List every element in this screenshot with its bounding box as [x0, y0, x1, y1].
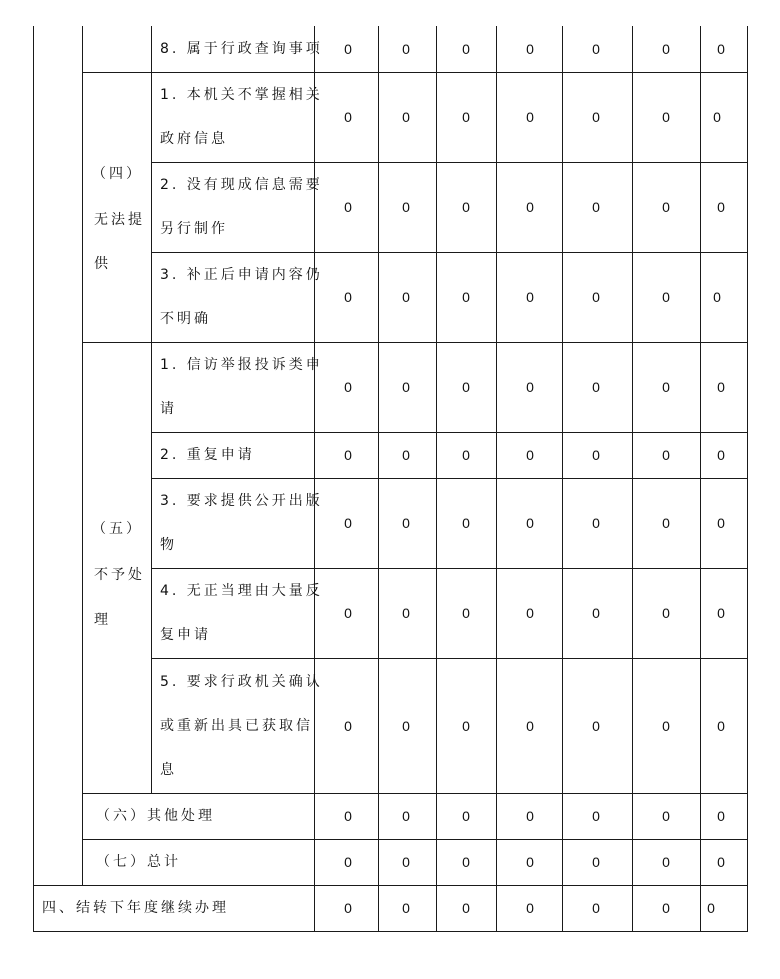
row-label: 不明确 [160, 311, 211, 327]
row-line [151, 432, 748, 433]
row-label: （六）其他处理 [96, 808, 215, 824]
cell-value: 0 [526, 808, 534, 824]
cell-value: 0 [662, 447, 670, 463]
row-label: 另行制作 [160, 221, 228, 237]
cell-value: 0 [717, 515, 725, 531]
cell-value: 0 [592, 854, 600, 870]
row-line [82, 839, 748, 840]
cell-value: 0 [592, 379, 600, 395]
row-line [33, 885, 748, 886]
cell-value: 0 [526, 379, 534, 395]
cell-value: 0 [717, 854, 725, 870]
row-label: 1. 信访举报投诉类申 [160, 357, 323, 373]
row-line [151, 658, 748, 659]
cell-value: 0 [526, 109, 534, 125]
row-label: 2. 没有现成信息需要 [160, 177, 323, 193]
cell-value: 0 [717, 199, 725, 215]
cell-value: 0 [717, 447, 725, 463]
cell-value: 0 [592, 515, 600, 531]
cell-value: 0 [462, 808, 470, 824]
row-label: 3. 要求提供公开出版 [160, 493, 323, 509]
cell-value: 0 [462, 717, 470, 734]
cell-value: 0 [592, 109, 600, 125]
cell-value: 0 [713, 289, 721, 305]
cell-value: 0 [717, 808, 725, 824]
group-label-line: （四） [92, 166, 143, 182]
row-label: 5. 要求行政机关确认 [160, 673, 323, 690]
row-label: 物 [160, 537, 177, 553]
cell-value: 0 [662, 605, 670, 621]
cell-value: 0 [344, 605, 352, 621]
row-label: 复申请 [160, 627, 211, 643]
cell-value: 0 [592, 199, 600, 215]
cell-value: 0 [526, 199, 534, 215]
cell-value: 0 [526, 605, 534, 621]
cell-value: 0 [402, 199, 410, 215]
row-label: 政府信息 [160, 131, 228, 147]
cell-value: 0 [662, 41, 670, 57]
cell-value: 0 [592, 808, 600, 824]
row-label: 或重新出具已获取信 [160, 717, 313, 734]
cell-value: 0 [462, 605, 470, 621]
cell-value: 0 [526, 854, 534, 870]
cell-value: 0 [662, 854, 670, 870]
cell-value: 0 [462, 41, 470, 57]
row-label: 息 [160, 761, 177, 778]
border-left [33, 26, 34, 931]
cell-value: 0 [402, 109, 410, 125]
cell-value: 0 [344, 808, 352, 824]
cell-value: 0 [344, 717, 352, 734]
cell-value: 0 [344, 515, 352, 531]
item-column-line [151, 26, 152, 793]
cell-value: 0 [344, 41, 352, 57]
row-label: 8. 属于行政查询事项 [160, 41, 323, 57]
cell-value: 0 [462, 199, 470, 215]
cell-value: 0 [717, 41, 725, 57]
cell-value: 0 [662, 199, 670, 215]
cell-value: 0 [344, 109, 352, 125]
cell-value: 0 [717, 605, 725, 621]
cell-value: 0 [462, 379, 470, 395]
row-label: 1. 本机关不掌握相关 [160, 87, 323, 103]
cell-value: 0 [462, 289, 470, 305]
cell-value: 0 [717, 379, 725, 395]
cell-value: 0 [344, 900, 352, 916]
cell-value: 0 [526, 447, 534, 463]
cell-value: 0 [344, 447, 352, 463]
group-label-line: 供 [94, 256, 111, 272]
cell-value: 0 [462, 447, 470, 463]
row-label: 3. 补正后申请内容仍 [160, 267, 323, 283]
cell-value: 0 [662, 515, 670, 531]
group-label-line: 不予处 [94, 567, 145, 583]
cell-value: 0 [717, 717, 725, 734]
cell-value: 0 [344, 854, 352, 870]
cell-value: 0 [402, 605, 410, 621]
row-line [151, 568, 748, 569]
cell-value: 0 [402, 900, 410, 916]
group-label-line: 无法提 [94, 212, 145, 228]
row-line [151, 252, 748, 253]
cell-value: 0 [402, 379, 410, 395]
cell-value: 0 [707, 900, 715, 916]
cell-value: 0 [462, 854, 470, 870]
cell-value: 0 [402, 289, 410, 305]
cell-value: 0 [592, 717, 600, 734]
cell-value: 0 [462, 900, 470, 916]
row-line [151, 162, 748, 163]
cell-value: 0 [662, 379, 670, 395]
row-line [82, 342, 748, 343]
cell-value: 0 [592, 447, 600, 463]
row-line [151, 478, 748, 479]
cell-value: 0 [662, 900, 670, 916]
group-column-line [82, 26, 83, 885]
row-label: （七）总计 [96, 854, 181, 870]
cell-value: 0 [344, 379, 352, 395]
group-label-line: （五） [92, 521, 143, 537]
row-line [82, 72, 748, 73]
cell-value: 0 [462, 515, 470, 531]
row-label: 2. 重复申请 [160, 447, 255, 463]
cell-value: 0 [402, 854, 410, 870]
cell-value: 0 [526, 289, 534, 305]
cell-value: 0 [662, 109, 670, 125]
cell-value: 0 [526, 41, 534, 57]
cell-value: 0 [526, 717, 534, 734]
cell-value: 0 [662, 717, 670, 734]
cell-value: 0 [592, 289, 600, 305]
group-label-line: 理 [94, 612, 111, 628]
cell-value: 0 [662, 808, 670, 824]
row-label: 4. 无正当理由大量反 [160, 583, 323, 599]
cell-value: 0 [526, 900, 534, 916]
cell-value: 0 [402, 808, 410, 824]
cell-value: 0 [402, 717, 410, 734]
row-label: 请 [160, 401, 177, 417]
row-line [82, 793, 748, 794]
cell-value: 0 [402, 41, 410, 57]
cell-value: 0 [662, 289, 670, 305]
cell-value: 0 [344, 289, 352, 305]
cell-value: 0 [592, 605, 600, 621]
cell-value: 0 [592, 41, 600, 57]
cell-value: 0 [402, 447, 410, 463]
row-label: 四、结转下年度继续办理 [42, 900, 229, 916]
cell-value: 0 [402, 515, 410, 531]
cell-value: 0 [344, 199, 352, 215]
cell-value: 0 [462, 109, 470, 125]
cell-value: 0 [526, 515, 534, 531]
cell-value: 0 [713, 109, 721, 125]
cell-value: 0 [592, 900, 600, 916]
row-line [33, 931, 748, 932]
